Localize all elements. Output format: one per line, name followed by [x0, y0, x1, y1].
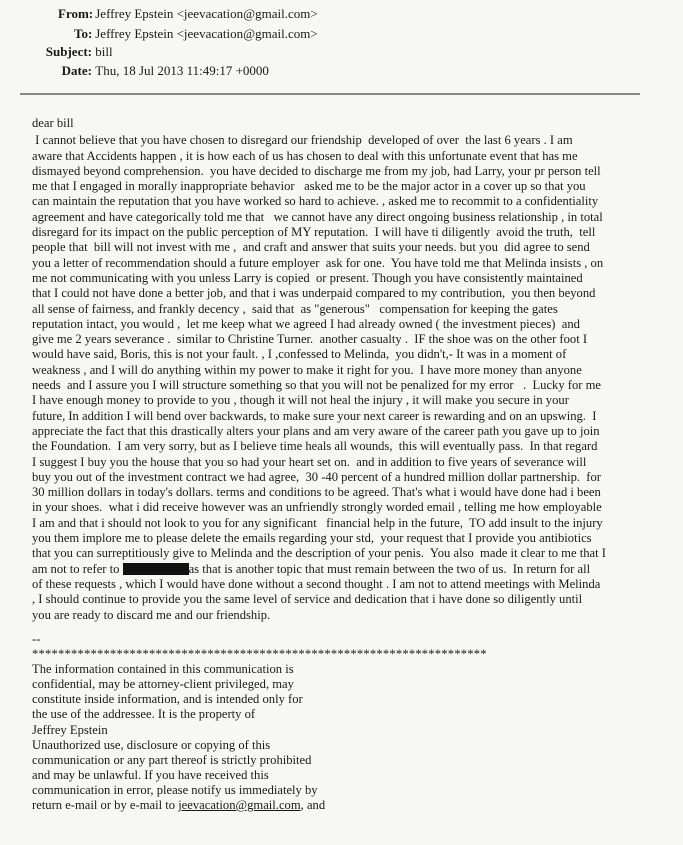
- body-line: can maintain the reputation that you have worked so hard to achieve. , asked me to recommit to a confidentiality: [32, 194, 599, 209]
- disclaimer-last-suffix: , and: [300, 798, 326, 813]
- email-body: [32, 116, 652, 623]
- body-line: you them implore me to please delete the emails regarding your std, your request that I provide you antibiotics: [32, 531, 592, 546]
- from-row: [58, 6, 318, 21]
- body-line: I am and that i should not look to you for any significant financial help in the future, TO add insult to the injury: [32, 515, 603, 530]
- email-footer: [32, 632, 552, 813]
- body-line: buy you out of the investment contract we had agree, 30 -40 percent of a hundred million dollar partnership. for: [32, 469, 601, 484]
- separator-stars: **********************************************************************: [32, 647, 487, 662]
- body-line: I have enough money to provide to you , though it will not heal the injury , it will make you secure in your: [32, 393, 569, 408]
- body-line: weakness , and I will do anything within my power to make it right for you. I have more money than anyone: [32, 362, 582, 377]
- disclaimer-line: communication in error, please notify us immediately by: [32, 782, 318, 797]
- email-link[interactable]: jeevacation@gmail.com: [178, 798, 301, 813]
- redacted-line-after: as that is another topic that must remain between the two of us. In return for all: [188, 561, 591, 576]
- body-line: in your shoes. what i did receive however was an unfriendly strongly worded email , telling me how employable: [32, 500, 602, 515]
- body-line: disregard for its impact on the public perception of MY reputation. I will have ti diligently avoid the truth, tell: [32, 225, 596, 240]
- disclaimer-line: constitute inside information, and is intended only for: [32, 692, 303, 707]
- disclaimer-last-line: [32, 798, 552, 813]
- subject-value: bill: [95, 44, 113, 59]
- header-divider: [20, 93, 640, 95]
- body-line: reputation intact, you would , let me keep what we agreed I had already owned ( the investment pieces) and: [32, 316, 580, 331]
- disclaimer-line: Unauthorized use, disclosure or copying of this: [32, 737, 271, 752]
- body-line: that I could not have done a better job, and that i was underpaid compared to my contribution, you then beyond: [32, 286, 596, 301]
- from-value: Jeffrey Epstein <jeevacation@gmail.com>: [95, 6, 318, 21]
- body-line: me not communicating with you unless Larry is copied or present. Though you have consistently maintained: [32, 270, 583, 285]
- body-line: agreement and have categorically told me that we cannot have any direct ongoing business relationship , in total: [32, 209, 603, 224]
- body-line: needs and I assure you I will structure something so that you will not be penalized for my error . Lucky for me: [32, 378, 602, 393]
- body-paragraph: [32, 133, 652, 561]
- body-line: of these requests , which I would have done without a second thought . I am not to attend meetings with Melinda: [32, 576, 601, 591]
- disclaimer-line: The information contained in this communication is: [32, 662, 294, 677]
- disclaimer-line: and may be unlawful. If you have received this: [32, 767, 269, 782]
- disclaimer-last-prefix: return e-mail or by e-mail to: [32, 798, 179, 813]
- body-line: give me 2 years severance . similar to Christine Turner. another casualty . IF the shoe was on the other foot I: [32, 332, 588, 347]
- body-line: aware that Accidents happen , it is how each of us has chosen to deal with this unfortunate event that has me: [32, 148, 578, 163]
- disclaimer-line: the use of the addressee. It is the property of: [32, 707, 256, 722]
- to-value: Jeffrey Epstein <jeevacation@gmail.com>: [95, 26, 318, 41]
- date-value: Thu, 18 Jul 2013 11:49:17 +0000: [95, 63, 269, 78]
- signature-dashes: --: [32, 632, 41, 646]
- body-line: 30 million dollars in today's dollars. terms and conditions to be agreed. That's what i would have done had i been: [32, 485, 601, 500]
- body-line: I suggest I buy you the house that you so had your heart set on. and in addition to five years of severance will: [32, 454, 587, 469]
- disclaimer-line: Jeffrey Epstein: [32, 722, 108, 737]
- date-row: [56, 63, 269, 78]
- greeting: dear bill: [32, 116, 74, 130]
- redaction-block: [123, 563, 189, 575]
- from-label: From:: [58, 6, 94, 21]
- disclaimer-line: communication or any part thereof is strictly prohibited: [32, 752, 312, 767]
- subject-label: Subject:: [45, 44, 92, 59]
- subject-row: [40, 44, 113, 59]
- body-line: people that bill will not invest with me , and craft and answer that suits your needs. but you did agree to send: [32, 240, 590, 255]
- body-line: dismayed beyond comprehension. you have decided to discharge me from my job, had Larry, your pr person tell: [32, 163, 601, 178]
- to-row: [74, 26, 318, 41]
- disclaimer-line: confidential, may be attorney-client privileged, may: [32, 677, 294, 692]
- body-line: appreciate the fact that this drastically alters your plans and am very aware of the career path you gave up to join: [32, 423, 600, 438]
- body-line: the Foundation. I am very sorry, but as I believe time heals all wounds, this will eventually pass. In that regard: [32, 439, 598, 454]
- redacted-line: [32, 562, 652, 577]
- body-line: future, In addition I will bend over backwards, to make sure your next career is rewarding and on an upswing. I: [32, 408, 597, 423]
- body-closing: [32, 577, 652, 623]
- body-line: you a letter of recommendation should a future employer ask for one. You have told me that Melinda insists , on: [32, 255, 604, 270]
- disclaimer-text: [32, 662, 552, 798]
- body-line: that you can surreptitiously give to Melinda and the description of your penis. You also made it clear to me that I: [32, 546, 606, 561]
- body-line: all sense of fairness, and frankly decency , said that as "generous" compensation for keeping the gates: [32, 301, 558, 316]
- redacted-line-before: am not to refer to: [32, 561, 120, 576]
- body-line: I cannot believe that you have chosen to disregard our friendship developed of over the last 6 years . I am: [32, 133, 573, 148]
- body-line: me that I engaged in morally inappropriate behavior asked me to be the major actor in a cover up so that you: [32, 179, 586, 194]
- body-line: , I should continue to provide you the same level of service and dedication that i have done so diligently until: [32, 592, 583, 607]
- body-line: would have said, Boris, this is not your fault. , I ,confessed to Melinda, you didn't,- It was in a moment of: [32, 347, 567, 362]
- date-label: Date:: [61, 63, 92, 78]
- body-line: you are ready to discard me and our friendship.: [32, 607, 271, 622]
- to-label: To:: [74, 26, 93, 41]
